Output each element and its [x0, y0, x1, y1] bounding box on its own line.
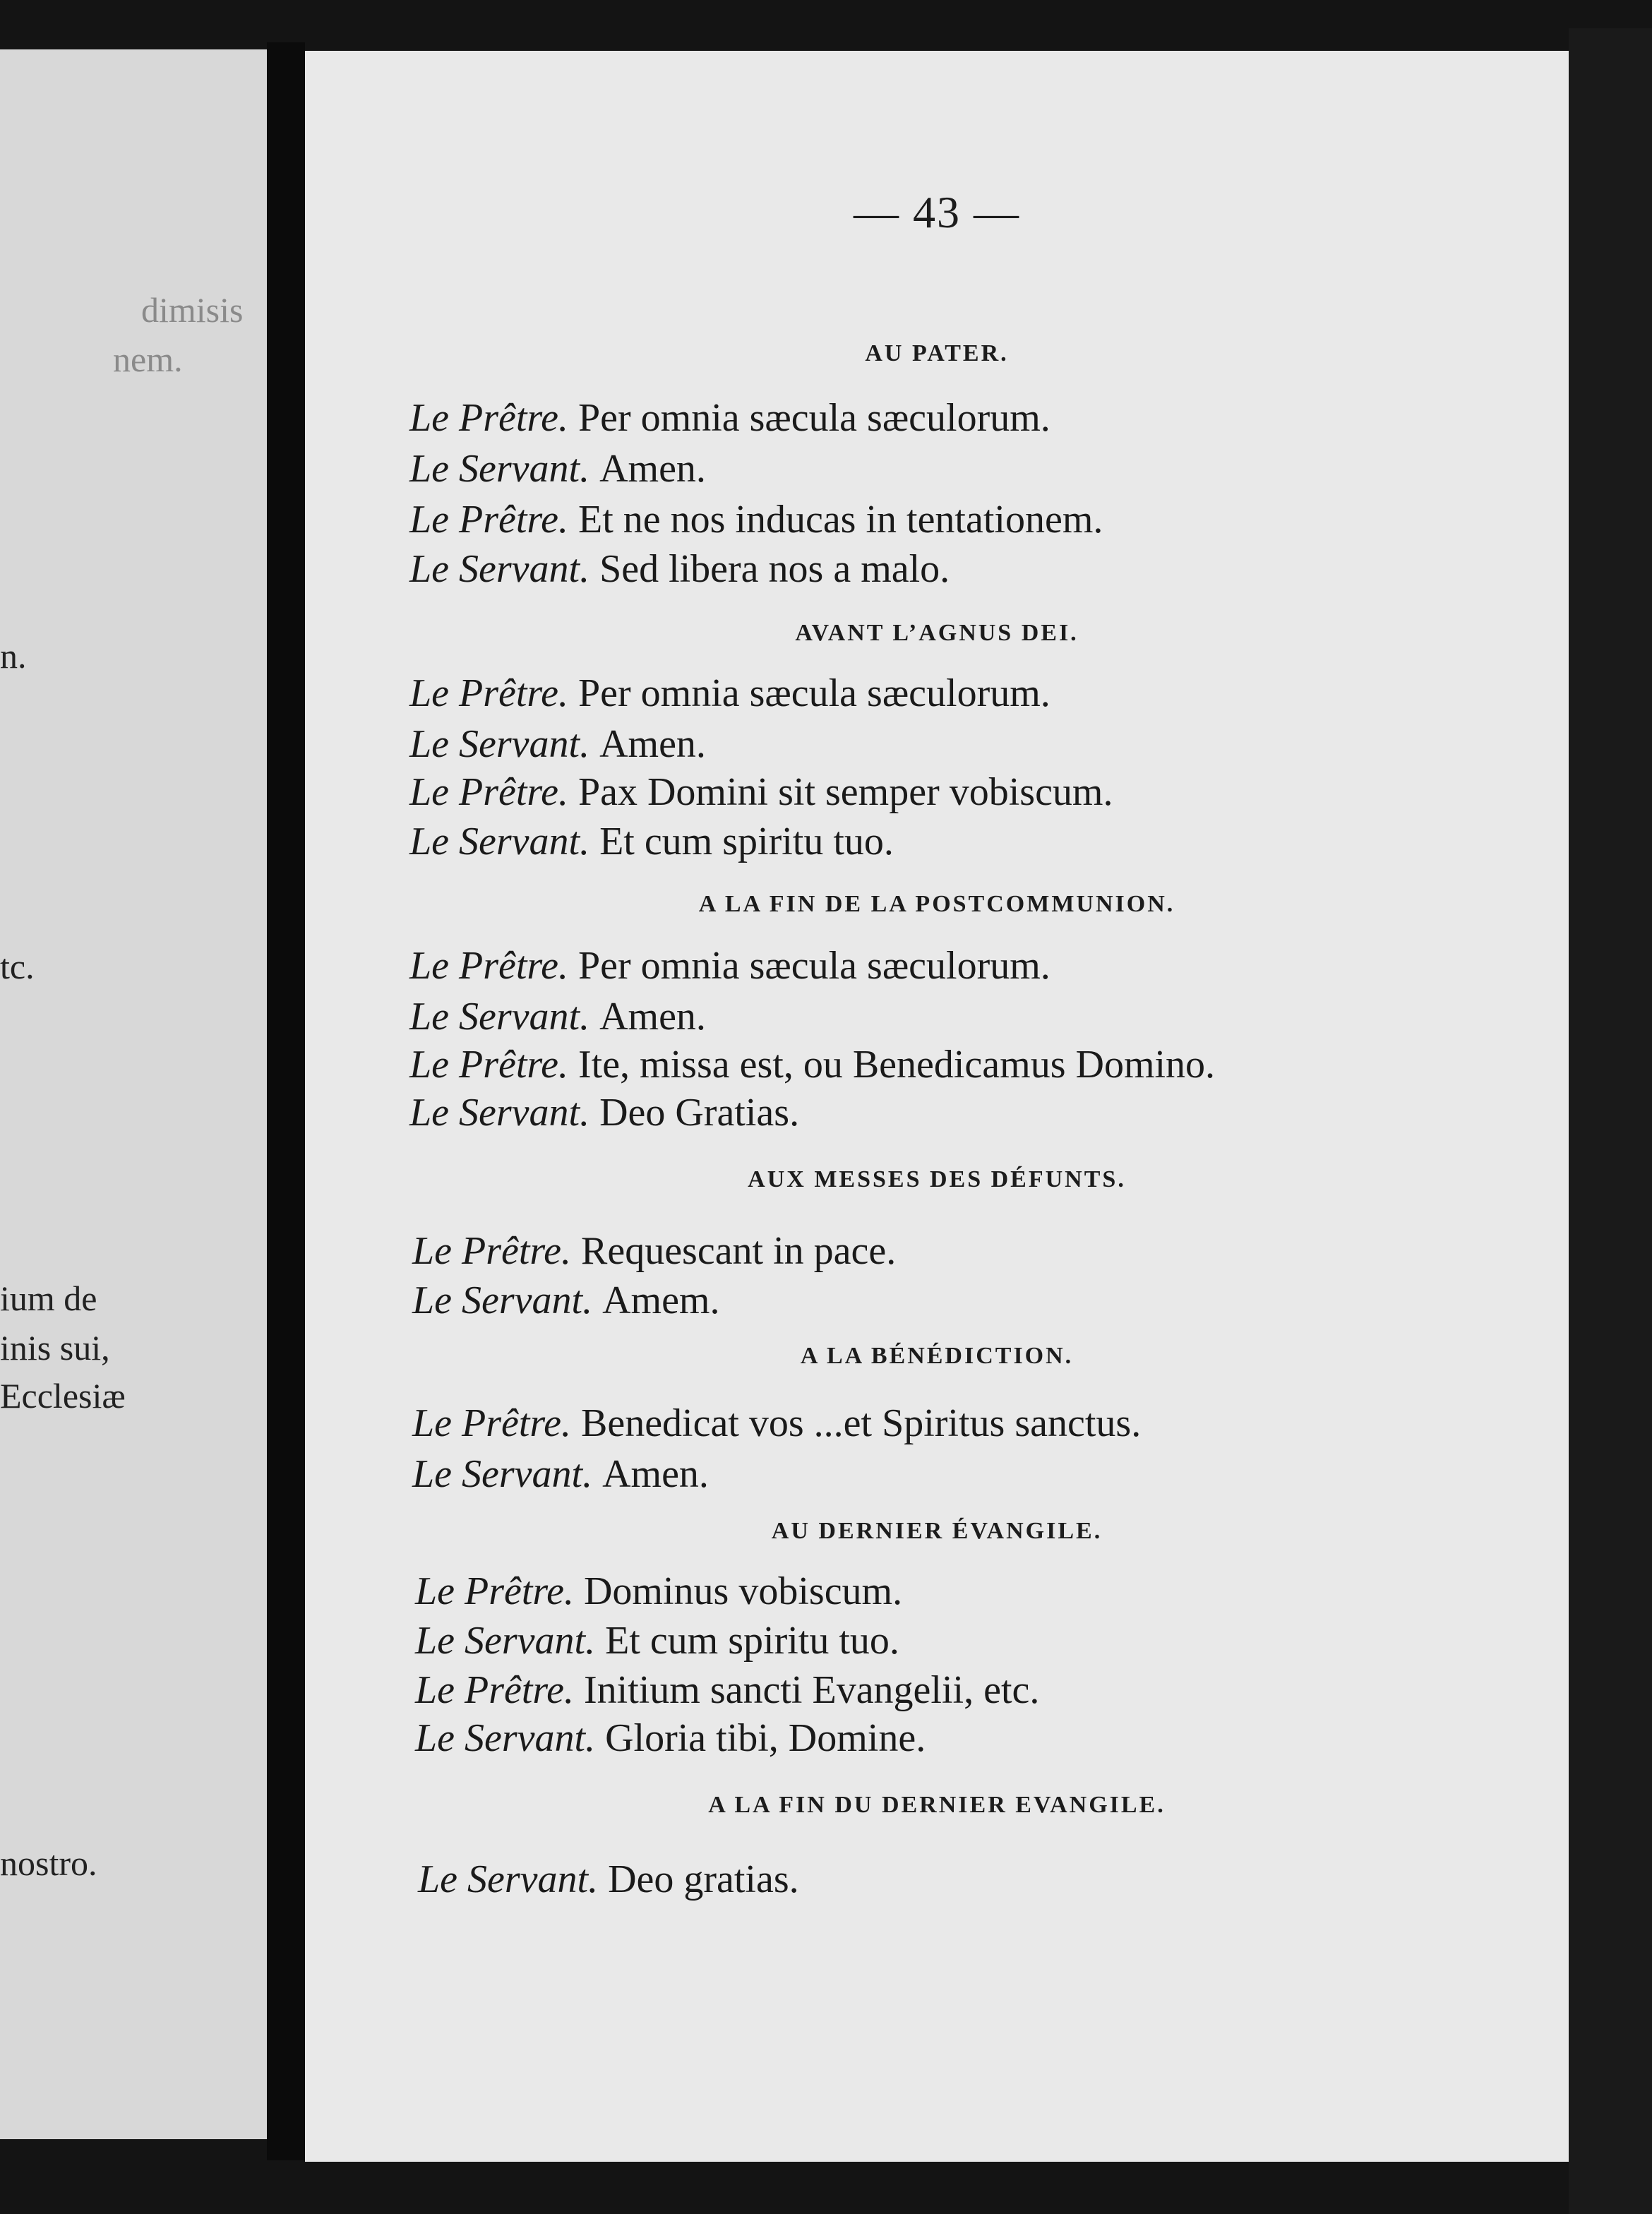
section-heading: AVANT L’AGNUS DEI. [795, 620, 1079, 646]
dialogue-line [409, 671, 1051, 716]
speaker-label: Le Prêtre. [409, 671, 568, 715]
speaker-label: Le Prêtre. [409, 396, 568, 440]
facing-page-text: nostro. [0, 1843, 97, 1883]
facing-page-text: tc. [0, 947, 35, 986]
speaker-label: Le Prêtre. [409, 944, 568, 988]
response-text: Gloria tibi, Domine. [605, 1716, 926, 1760]
section-heading: A LA FIN DE LA POSTCOMMUNION. [698, 891, 1175, 917]
response-text: Amen. [599, 995, 706, 1039]
response-text: Et ne nos inducas in tentationem. [577, 498, 1103, 541]
facing-page-text: Ecclesiæ [0, 1376, 126, 1416]
response-text: Deo gratias. [608, 1857, 799, 1901]
response-text: Amen. [599, 722, 706, 766]
response-text: Per omnia sæcula sæculorum. [577, 671, 1051, 715]
dialogue-line [409, 722, 706, 767]
dialogue-line [415, 1618, 899, 1663]
speaker-label: Le Servant. [409, 547, 590, 591]
facing-page [0, 49, 267, 2139]
section-heading: AU DERNIER ÉVANGILE. [771, 1518, 1103, 1544]
section-heading: AUX MESSES DES DÉFUNTS. [748, 1166, 1126, 1192]
speaker-label: Le Servant. [409, 447, 590, 491]
dialogue-line [409, 1090, 799, 1135]
speaker-label: Le Prêtre. [412, 1401, 571, 1445]
page-number: — 43 — [854, 187, 1020, 237]
dialogue-line [409, 546, 950, 592]
section-heading: A LA BÉNÉDICTION. [800, 1343, 1074, 1369]
dialogue-line [412, 1228, 896, 1274]
response-text: Initium sancti Evangelii, etc. [583, 1668, 1040, 1712]
facing-page-text: ium de [0, 1279, 97, 1318]
speaker-label: Le Servant. [409, 995, 590, 1039]
facing-page-text: dimisis [141, 290, 244, 330]
dialogue-line [412, 1278, 719, 1323]
response-text: Deo Gratias. [599, 1091, 800, 1135]
response-text: Ite, missa est, ou Benedicamus Domino. [577, 1043, 1216, 1087]
dialogue-line [415, 1716, 926, 1761]
dialogue-line [415, 1668, 1039, 1713]
speaker-label: Le Servant. [409, 1091, 590, 1135]
dialogue-line [409, 943, 1051, 988]
section-heading: AU PATER. [865, 340, 1009, 366]
speaker-label: Le Prêtre. [409, 1043, 568, 1087]
dialogue-line [409, 770, 1113, 815]
speaker-label: Le Servant. [412, 1279, 593, 1322]
book-gutter [267, 42, 305, 2160]
dialogue-line [409, 819, 894, 864]
facing-page-text: inis sui, [0, 1328, 110, 1368]
speaker-label: Le Prêtre. [409, 498, 568, 541]
speaker-label: Le Prêtre. [415, 1569, 574, 1613]
dialogue-line [409, 395, 1051, 441]
dialogue-line [409, 446, 706, 491]
speaker-label: Le Servant. [409, 820, 590, 863]
facing-page-text: nem. [113, 340, 183, 379]
response-text: Amen. [602, 1452, 709, 1496]
response-text: Per omnia sæcula sæculorum. [577, 396, 1051, 440]
response-text: Et cum spiritu tuo. [605, 1619, 899, 1663]
speaker-label: Le Servant. [412, 1452, 593, 1496]
response-text: Pax Domini sit semper vobiscum. [577, 770, 1113, 814]
speaker-label: Le Servant. [415, 1619, 596, 1663]
speaker-label: Le Prêtre. [409, 770, 568, 814]
response-text: Sed libera nos a malo. [599, 547, 950, 591]
dialogue-line [409, 497, 1103, 542]
response-text: Requescant in pace. [580, 1229, 897, 1273]
page-edge-shadow [1569, 28, 1652, 2214]
speaker-label: Le Servant. [415, 1716, 596, 1760]
section-heading: A LA FIN DU DERNIER EVANGILE. [708, 1792, 1166, 1818]
dialogue-line [409, 1042, 1215, 1087]
response-text: Amem. [602, 1279, 720, 1322]
response-text: Et cum spiritu tuo. [599, 820, 894, 863]
speaker-label: Le Servant. [418, 1857, 599, 1901]
speaker-label: Le Servant. [409, 722, 590, 766]
response-text: Per omnia sæcula sæculorum. [577, 944, 1051, 988]
response-text: Dominus vobiscum. [583, 1569, 903, 1613]
dialogue-line [412, 1401, 1141, 1446]
book-page [305, 51, 1569, 2162]
dialogue-line [412, 1452, 709, 1497]
dialogue-line [415, 1569, 902, 1614]
response-text: Amen. [599, 447, 706, 491]
facing-page-text: n. [0, 636, 27, 676]
speaker-label: Le Prêtre. [412, 1229, 571, 1273]
dialogue-line [418, 1857, 799, 1902]
response-text: Benedicat vos ...et Spiritus sanctus. [580, 1401, 1142, 1445]
dialogue-line [409, 994, 706, 1039]
speaker-label: Le Prêtre. [415, 1668, 574, 1712]
